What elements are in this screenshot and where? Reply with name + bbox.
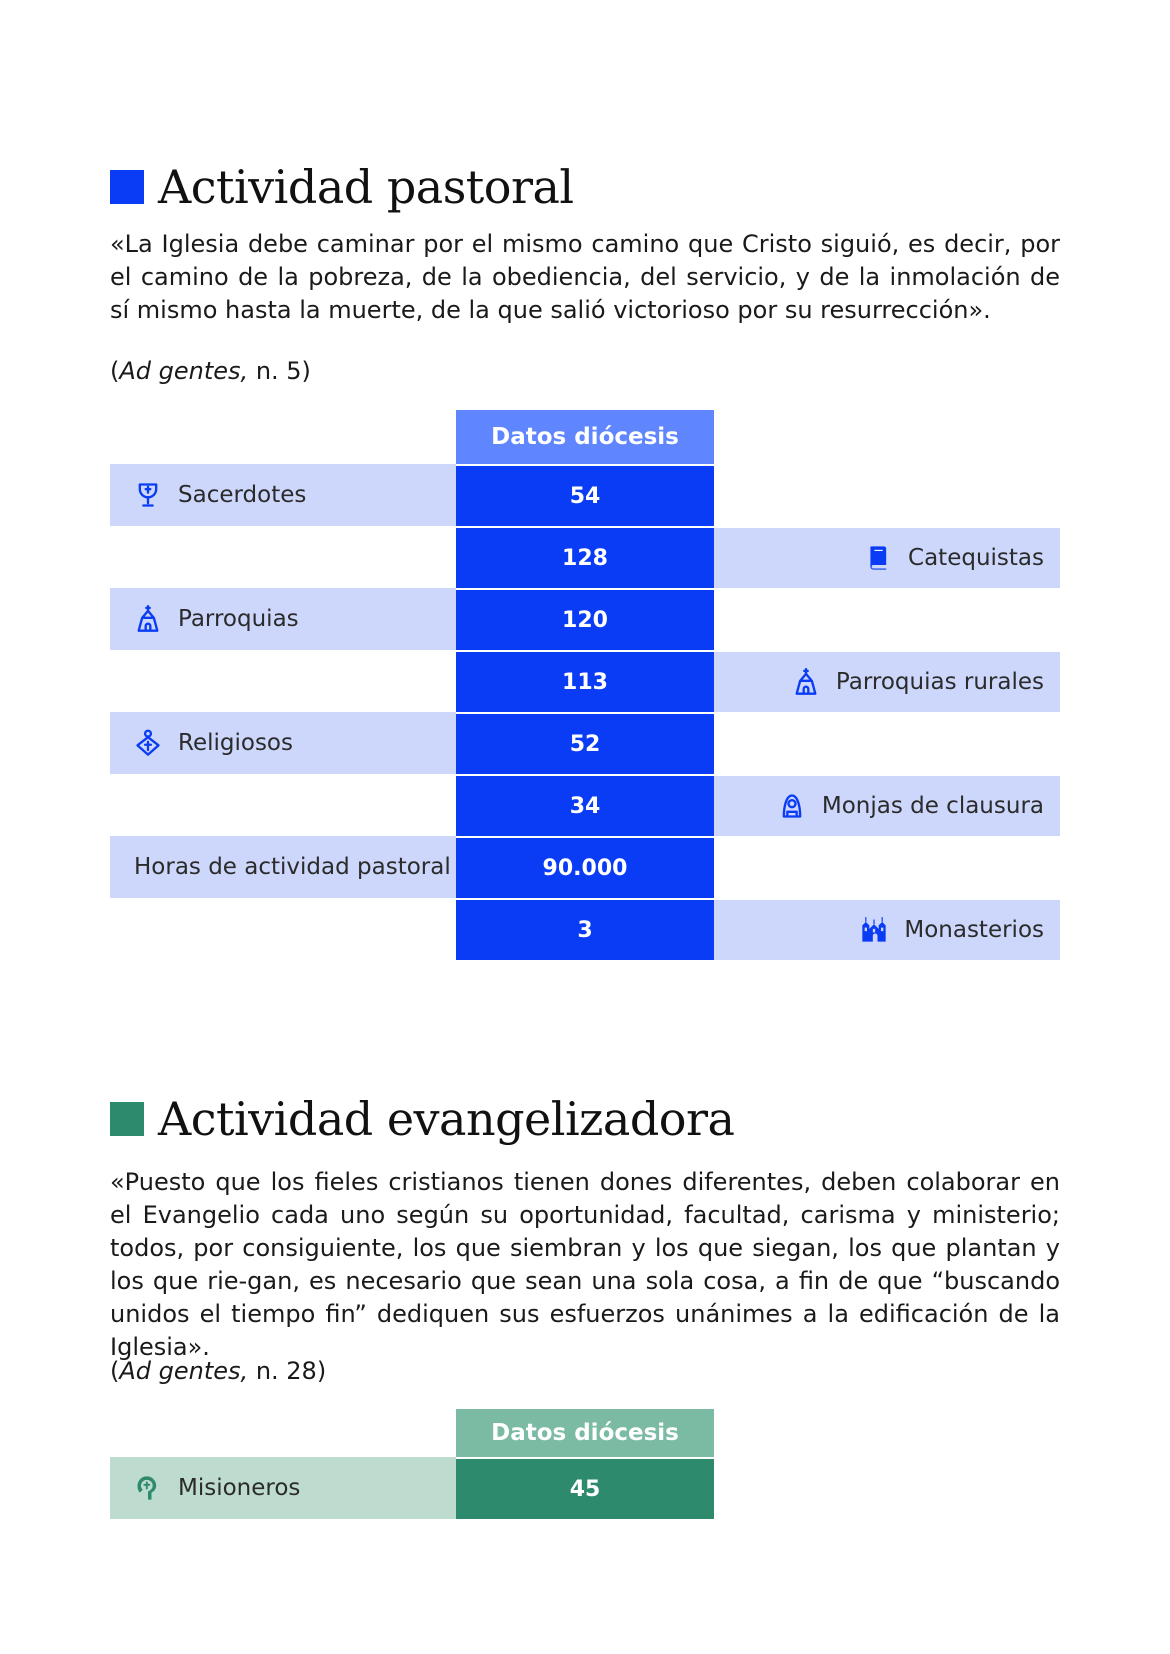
table-label-cell [110, 588, 456, 650]
table-label-cell [714, 528, 1060, 588]
table-value-cell: 120 [456, 588, 714, 650]
table-value-cell: 52 [456, 712, 714, 774]
cite-source: Ad gentes, [119, 357, 249, 385]
table-label-cell [110, 836, 456, 898]
table-label-text: Monjas de clausura [821, 793, 1044, 819]
table-label-cell [110, 712, 456, 774]
cite-number: n. 5) [248, 357, 311, 385]
table-label-cell [714, 652, 1060, 712]
table-label-text: Horas de actividad pastoral [134, 854, 451, 880]
table-value-cell: 54 [456, 464, 714, 526]
evangelizadora-section [110, 1092, 1060, 1532]
cite-open: ( [110, 1357, 120, 1385]
church-icon [134, 605, 162, 633]
evangelizadora-citation [110, 1357, 326, 1385]
table-value-cell: 34 [456, 774, 714, 836]
pastoral-citation [110, 357, 311, 385]
evangelizadora-title: Actividad evangelizadora [158, 1092, 735, 1146]
cite-open: ( [110, 357, 120, 385]
table-label-text: Parroquias [178, 606, 299, 632]
monastery-icon [860, 916, 888, 944]
table-header: Datos diócesis [456, 410, 714, 464]
table-label-text: Religiosos [178, 730, 293, 756]
cite-source: Ad gentes, [119, 1357, 249, 1385]
table-value-cell: 113 [456, 650, 714, 712]
pastoral-square-icon [110, 170, 144, 204]
evangelizadora-square-icon [110, 1102, 144, 1136]
table-value-cell: 45 [456, 1457, 714, 1519]
evangelizadora-data-table [110, 1409, 1060, 1521]
table-value-cell: 90.000 [456, 836, 714, 898]
nun-icon [778, 792, 806, 820]
pastoral-title: Actividad pastoral [158, 160, 574, 214]
cite-number: n. 28) [248, 1357, 327, 1385]
evangelizadora-quote: «Puesto que los fieles cristianos tienen dones diferentes, deben colaborar en el Evangelio cada uno según su oportunidad, facultad, carisma y ministerio; todos, por consiguiente, los que siembran y los que siegan, los que plantan y los que rie-gan, es necesario que sean una sola cosa, a fin de que “buscando unidos el tiempo fin” dediquen sus esfuerzos unánimes a la edificación de la Iglesia». [110, 1168, 1060, 1361]
pastoral-data-table [110, 410, 1060, 970]
table-label-text: Sacerdotes [178, 482, 307, 508]
table-label-cell [110, 1457, 456, 1519]
table-value-cell: 128 [456, 526, 714, 588]
church-icon [792, 668, 820, 696]
book-icon [864, 544, 892, 572]
table-label-cell [714, 776, 1060, 836]
table-label-text: Misioneros [178, 1475, 301, 1501]
evangelizadora-heading [110, 1092, 734, 1146]
table-header: Datos diócesis [456, 1409, 714, 1457]
chalice-icon [134, 481, 162, 509]
pastoral-heading [110, 160, 574, 214]
table-label-cell [110, 464, 456, 526]
table-label-text: Parroquias rurales [835, 669, 1044, 695]
table-label-text: Catequistas [908, 545, 1044, 571]
pastoral-quote: «La Iglesia debe caminar por el mismo camino que Cristo siguió, es decir, por el camino de la pobreza, de la obediencia, del servicio, y de la inmolación de sí mismo hasta la muerte, de la que salió victorioso por su resurrección». [110, 230, 1060, 324]
table-value-cell: 3 [456, 898, 714, 960]
table-label-text: Monasterios [904, 917, 1044, 943]
pastoral-section [110, 160, 1060, 980]
missionary-icon [134, 1474, 162, 1502]
religious-icon [134, 729, 162, 757]
table-label-cell [714, 900, 1060, 960]
